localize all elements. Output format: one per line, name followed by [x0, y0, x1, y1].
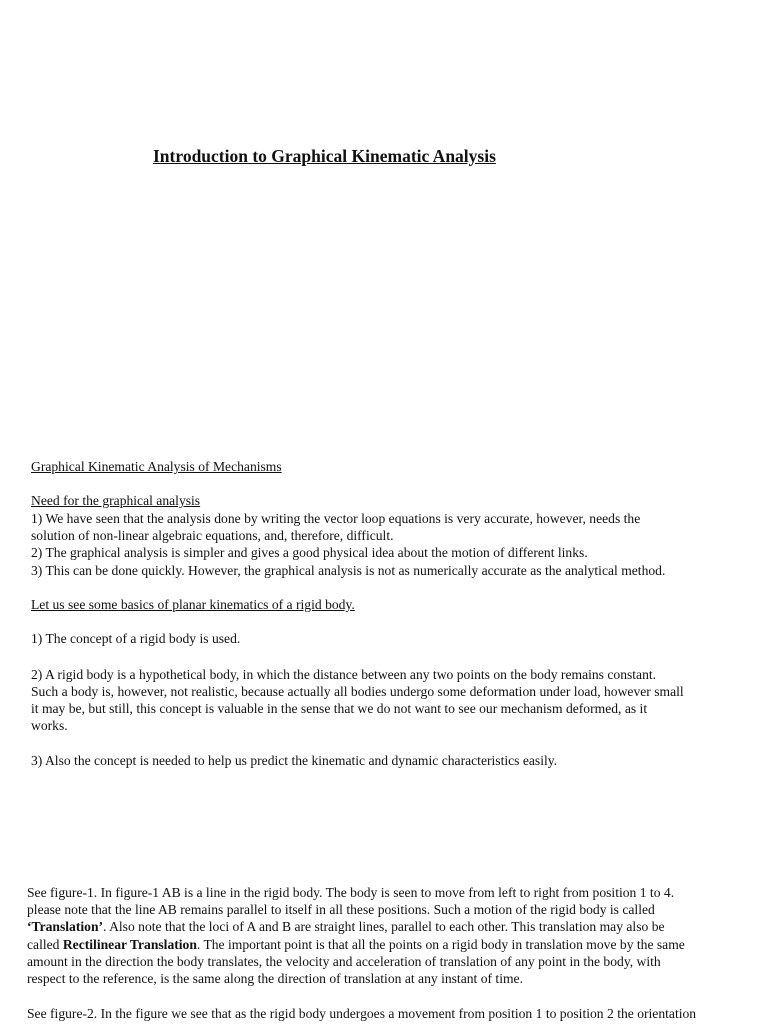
- basics-point-2-line: 2) A rigid body is a hypothetical body, in which the distance between any two points on the body remains constant.: [31, 667, 657, 682]
- figure-1-line: ‘Translation’. Also note that the loci of A and B are straight lines, parallel to each other. This translation may also be: [27, 919, 665, 935]
- need-item-line: 1) We have seen that the analysis done by writing the vector loop equations is very accurate, however, needs the: [31, 511, 641, 526]
- need-item-line: 2) The graphical analysis is simpler and gives a good physical idea about the motion of different links.: [31, 545, 588, 560]
- basics-point-2-line: it may be, but still, this concept is valuable in the sense that we do not want to see our mechanism deformed, as it: [31, 701, 648, 716]
- need-heading: Need for the graphical analysis: [31, 493, 201, 508]
- figure-1-paragraph: [27, 884, 757, 987]
- figure-1-line: called Rectilinear Translation. The important point is that all the points on a rigid body in translation move by the same: [27, 936, 685, 952]
- figure-2-paragraph: [27, 1005, 757, 1022]
- figure-1-line: respect to the reference, is the same along the direction of translation at any instant of time.: [27, 971, 523, 987]
- basics-heading: Let us see some basics of planar kinematics of a rigid body.: [31, 597, 355, 612]
- basics-point-3: 3) Also the concept is needed to help us predict the kinematic and dynamic characteristics easily.: [31, 753, 558, 768]
- basics-point-2-line: works.: [31, 718, 68, 733]
- figure-1-line: amount in the direction the body translates, the velocity and acceleration of translation of any point in the body, with: [27, 953, 661, 969]
- document-title: Introduction to Graphical Kinematic Analysis: [153, 146, 496, 166]
- basics-point-2-line: Such a body is, however, not realistic, because actually all bodies undergo some deformation under load, however small: [31, 684, 684, 699]
- rectilinear-translation-term: Rectilinear Translation: [62, 936, 197, 952]
- section-heading: Graphical Kinematic Analysis of Mechanisms: [31, 459, 282, 474]
- figure-1-line: please note that the line AB remains parallel to itself in all these positions. Such a motion of the rigid body is called: [27, 902, 655, 918]
- need-item-line: 3) This can be done quickly. However, the graphical analysis is not as numerically accurate as the analytical method.: [31, 563, 666, 578]
- need-item-line: solution of non-linear algebraic equations, and, therefore, difficult.: [31, 528, 394, 543]
- figure-2-line: See figure-2. In the figure we see that as the rigid body undergoes a movement from position 1 to position 2 the orientation: [27, 1006, 697, 1021]
- basics-point-1: 1) The concept of a rigid body is used.: [31, 631, 241, 646]
- translation-term: ‘Translation’: [27, 919, 104, 935]
- figure-1-line: See figure-1. In figure-1 AB is a line in the rigid body. The body is seen to move from left to right from position 1 to 4.: [27, 885, 675, 900]
